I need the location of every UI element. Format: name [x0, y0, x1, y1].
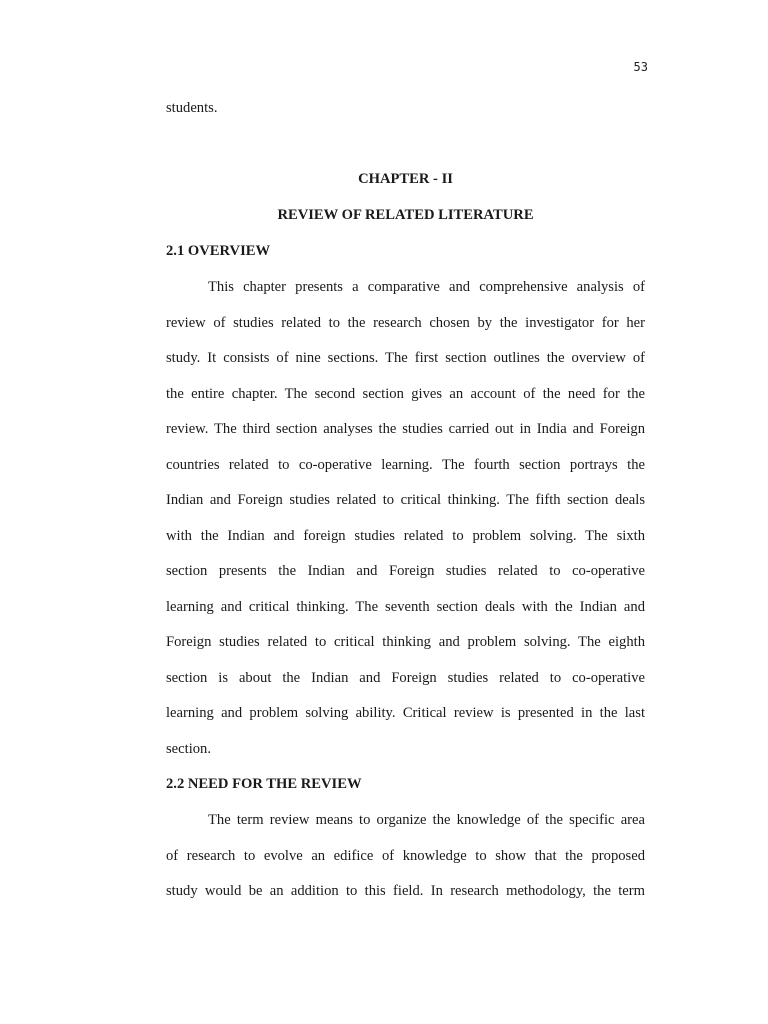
paragraph-line: section. — [166, 741, 211, 757]
continuation-text: students. — [166, 100, 218, 116]
paragraph-line: This chapter presents a comparative and comprehensive analysis of — [208, 279, 645, 295]
paragraph-line: section is about the Indian and Foreign studies related to co-operative — [166, 670, 645, 686]
chapter-label: CHAPTER - II — [358, 171, 453, 187]
paragraph-line: Indian and Foreign studies related to critical thinking. The fifth section deals — [166, 492, 645, 508]
paragraph-line: study would be an addition to this field. In research methodology, the term — [166, 883, 645, 899]
paragraph-line: countries related to co-operative learning. The fourth section portrays the — [166, 457, 645, 473]
paragraph-line: learning and critical thinking. The seventh section deals with the Indian and — [166, 599, 645, 615]
section-heading-need-for-review: 2.2 NEED FOR THE REVIEW — [166, 776, 362, 792]
paragraph-line: Foreign studies related to critical thinking and problem solving. The eighth — [166, 634, 645, 650]
paragraph-line: the entire chapter. The second section gives an account of the need for the — [166, 386, 645, 402]
paragraph-line: section presents the Indian and Foreign studies related to co-operative — [166, 563, 645, 579]
paragraph-line: of research to evolve an edifice of knowledge to show that the proposed — [166, 848, 645, 864]
section-heading-overview: 2.1 OVERVIEW — [166, 243, 271, 259]
page-number: 53 — [633, 60, 648, 74]
paragraph-line: review. The third section analyses the studies carried out in India and Foreign — [166, 421, 645, 437]
paragraph-line: review of studies related to the research chosen by the investigator for her — [166, 315, 645, 331]
chapter-title: REVIEW OF RELATED LITERATURE — [277, 207, 534, 223]
paragraph-line: study. It consists of nine sections. The first section outlines the overview of — [166, 350, 645, 366]
paragraph-line: with the Indian and foreign studies related to problem solving. The sixth — [166, 528, 645, 544]
paragraph-line: The term review means to organize the knowledge of the specific area — [208, 812, 645, 828]
paragraph-line: learning and problem solving ability. Critical review is presented in the last — [166, 705, 645, 721]
